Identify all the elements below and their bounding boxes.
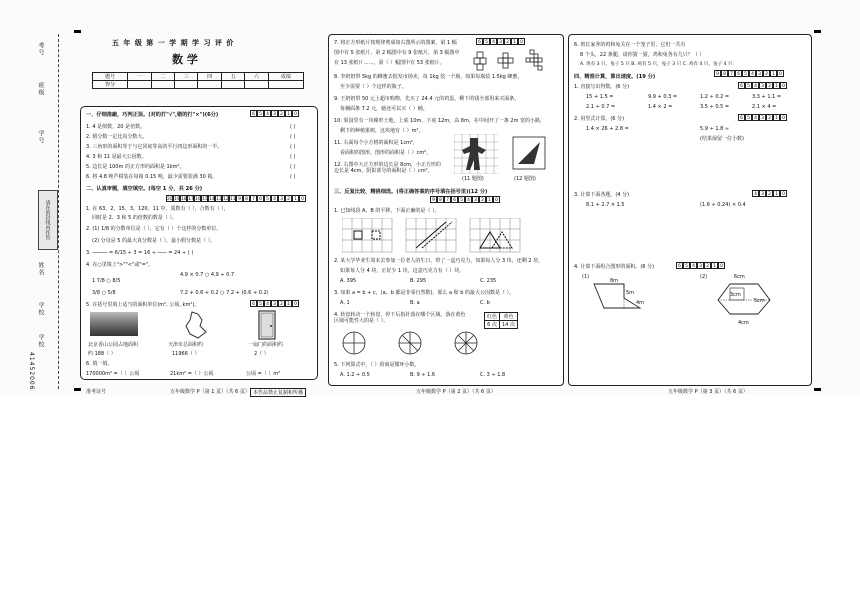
exam-title: 五 年 级 第 一 学 期 学 习 评 价 [112,39,235,47]
fill-item: 9. 王奶奶带 50 元上超市购物，先买了 24.4 元的鸡蛋，剩下的钱全部用来买面条， [334,96,520,102]
score-strip-long [166,195,306,202]
calc-item: 1.2 ÷ 0.2 = [700,94,730,100]
compare-item: 3/8 ○ 5/8 [92,290,116,296]
binding-label: 学号 [37,130,44,144]
binding-label: 学校 [37,302,44,316]
unit-conversion: 21km² =（ ）公顷 [170,371,214,377]
picture-caption: 北京香山公园占地面积 [88,342,139,348]
picture-value: 2（ ） [254,351,269,357]
picture-caption: 一扇门的面积约 [248,342,284,348]
score-header: 三 [175,73,198,81]
unit-conversion: 170000m² =（ ）公顷 [86,371,140,377]
score-mark[interactable]: 3 [472,196,479,203]
score-cell[interactable] [221,81,244,89]
seal-line [58,34,60,389]
score-mark[interactable]: 1 [511,38,518,45]
section-1-title: 一、仔细推敲，巧判正误。(对的打"√",错的打"×")(6分) [86,112,219,118]
fill-item: (2) 分母是 5 的最大真分数是（ ），最小假分数是（ ）。 [92,238,216,244]
score-mark[interactable]: 9 [430,196,437,203]
score-mark[interactable]: 4 [690,262,697,269]
score-mark[interactable]: 6 [676,262,683,269]
score-mark[interactable]: 5 [745,114,752,121]
section-3-title: 三、反复比较，精挑细选。(将正确答案的序号填在括号里)(12 分) [334,189,488,195]
shape-label: 5m [626,290,635,296]
score-mark[interactable]: 8 [721,70,728,77]
score-mark[interactable]: 5 [264,195,271,202]
binding-label: 班级 [37,82,44,96]
shape-label: 8m [610,278,619,284]
table-cell: 14 次 [500,321,518,329]
score-mark[interactable]: 3 [697,262,704,269]
unit-conversion: 公顷 =（ ）m² [246,371,281,377]
binding-label: 学校 [37,334,44,348]
score-mark[interactable]: 20 [167,197,173,202]
compare-item: 4.9 × 0.7 ○ 4.9 ÷ 0.7 [180,272,235,278]
score-mark[interactable]: 5 [257,300,264,307]
option[interactable]: B. a [410,300,420,306]
judge-item: 4. 3 和 11 是最大公因数。 [86,154,147,160]
figure-caption: (12 题图) [514,176,536,182]
calc-item: 1.4 × 2 = [648,104,673,110]
score-mark[interactable]: 16 [195,197,201,202]
answer-paren[interactable]: ( ) [290,144,296,150]
calc-title: 2. 用竖式计算。(6 分) [574,116,625,122]
score-mark[interactable]: 6 [451,196,458,203]
picture-caption: 天津市总面积约 [168,342,204,348]
score-mark[interactable]: 5 [458,196,465,203]
calc-item: 5.9 ÷ 1.8 ≈ [700,126,730,132]
score-cell[interactable] [128,81,151,89]
score-mark[interactable]: 2 [766,114,773,121]
calc-item: 9.9 + 0.3 = [648,94,678,100]
choice-item: A. 鸡有 3 只，兔子 5 只 B. 鸡有 5 只，兔子 3 只 C. 鸡有 4 只，兔子 4 只 [580,62,733,67]
fill-item: 看面积的图形，图形的面积是（ ）cm²。 [340,150,432,156]
option[interactable]: B. 295 [410,278,427,284]
footer-page: 五年级数学 P（第 1 页）（共 6 页） [170,389,250,395]
footer-page: 五年级数学 P（第 2 页）（共 6 页） [416,389,496,395]
choice-item: 8 个头，22 条腿，请你猜一猜，鸡和兔各有几只？（ ） [580,52,705,58]
translation-grids [342,218,522,254]
score-mark[interactable]: 4 [752,82,759,89]
option[interactable]: A. 1.2 ÷ 0.5 [340,372,370,378]
score-mark[interactable]: 4 [271,195,278,202]
answer-paren[interactable]: ( ) [290,134,296,140]
choice-item: 如果每人分 4 块，正好少 1 块，这盒巧克力有（ ）块。 [340,268,465,274]
score-mark[interactable]: 7 [250,195,257,202]
score-mark[interactable]: 1 [773,82,780,89]
shape-label: 6cm [734,274,745,280]
calc-item: 1.4 × 26 + 2.8 = [586,126,629,132]
shape-label: (1) [582,274,590,280]
fill-item: 1. 在 63、2、15、3、120、11 中，质数有（ ），合数有（ ）， [86,206,229,212]
fill-item: 8. 李奶奶带 5kg 的蜂蜜去批发市场卖，每 1kg 装一个瓶，如果每瓶装 1.5kg 蜂蜜， [334,74,523,80]
score-mark[interactable]: 13 [216,197,222,202]
score-mark[interactable]: 2 [766,82,773,89]
score-mark[interactable]: 0 [299,195,306,202]
score-mark[interactable]: 19 [174,197,180,202]
score-header: 五 [221,73,244,81]
score-mark[interactable]: 9 [236,195,243,202]
shaded-square-figure-12 [512,136,546,170]
score-mark[interactable]: 4 [749,70,756,77]
score-mark[interactable]: 2 [479,196,486,203]
tianjin-map-icon [182,310,210,340]
score-mark[interactable]: 1 [773,190,780,197]
score-mark[interactable]: 2 [278,110,285,117]
judge-item: 5. 边长是 100m 的正方形的面积是 1km²。 [86,164,185,170]
shape-label: (2) [700,274,708,280]
fill-item: 剩下的种植果树，这块地有（ ）m²。 [340,128,424,134]
score-mark[interactable]: 14 [209,197,215,202]
fill-item: 11. 右面每个小方格的面积是 1cm²， [334,140,418,146]
calc-item: (1.6 ÷ 0.24) × 0.4 [700,202,746,208]
score-mark[interactable]: 3 [756,70,763,77]
calc-item: 15 + 1.5 = [586,94,614,100]
score-mark[interactable]: 5 [742,70,749,77]
score-mark[interactable]: 0 [292,300,299,307]
option[interactable]: C. 235 [480,278,497,284]
seal-notice-box: 请在密封线内作答 [38,190,58,250]
score-header: 四 [198,73,221,81]
registration-mark [74,388,81,391]
color-count-table [484,312,518,329]
score-mark[interactable]: 4 [752,114,759,121]
choice-item: 4. 转盘转动一个转盘，停下后指针落在哪个区域，落在黄色区域可能性大的是（ ）。 [334,312,466,324]
score-mark[interactable]: 3 [759,190,766,197]
door-icon [256,310,278,340]
score-strip-six-c [476,38,525,45]
score-mark[interactable]: 12 [223,197,229,202]
score-mark[interactable]: 2 [504,38,511,45]
option[interactable]: B. 9 ÷ 1.6 [410,372,436,378]
spinner-icons [342,330,482,356]
score-mark[interactable]: 2 [763,70,770,77]
score-mark[interactable]: 17 [188,197,194,202]
score-mark[interactable]: 4 [465,196,472,203]
fill-item: 2. (1) 1/8 的分数单位是（ ），它有（ ）个这样的分数单位。 [86,226,222,232]
pattern-figures [470,48,558,74]
option[interactable]: A. 395 [340,278,357,284]
figure-caption: (11 题图) [462,176,484,182]
option[interactable]: A. 1 [340,300,350,306]
judge-item: 3. 三角形的面积等于与它同底等高的平行四边形面积的一半。 [86,144,223,150]
score-mark[interactable]: 7 [728,70,735,77]
fill-item: 每桶面条 7.2 元，她还可以买（ ）桶。 [340,106,428,112]
score-mark[interactable]: 4 [264,110,271,117]
score-header: 六 [245,73,268,81]
footer-page: 五年级数学 P（第 3 页）（共 6 页） [668,389,748,395]
score-mark[interactable]: 0 [777,70,784,77]
score-mark[interactable]: 6 [257,195,264,202]
fill-item: 7. 将正方形纸片按规律剪成如右图所示的图案，第 1 幅 [334,40,457,46]
score-mark[interactable]: 18 [181,197,187,202]
score-mark[interactable]: 4 [264,300,271,307]
score-mark[interactable]: 1 [292,195,299,202]
score-mark[interactable]: 3 [271,300,278,307]
score-mark[interactable]: 3 [497,38,504,45]
footer-examno: 准考证号 [86,389,107,395]
choice-item: 2. 某大学毕业生周末去参加一位老人的生日，带了一盒巧克力，如果每人分 3 块，还剩 2 块， [334,258,544,264]
score-strip-nine-b [714,70,784,77]
grid-figure-11 [454,134,498,174]
shape-label: 5cm [754,298,765,304]
shape-label: 3cm [730,292,741,298]
registration-mark [814,30,821,33]
choice-item: 1. 已知线段 A、B 的平移，下面正确的是（ ）。 [334,208,440,214]
score-strip-six [250,110,299,117]
score-mark[interactable]: 5 [683,262,690,269]
section-4-title: 四、精准计算，算出速度。(19 分) [574,74,656,80]
fill-item: 3. ───── = 6/15 ÷ 3 = 16 ÷ ─── = 24 ÷ ( ) [86,250,194,256]
score-mark[interactable]: 7 [444,196,451,203]
calc-title: 4. 计算下面组合图形的面积。(6 分) [574,264,655,270]
score-mark[interactable]: 0 [493,196,500,203]
picture-value: 11966（ ） [172,351,200,357]
registration-mark [814,388,821,391]
composite-shape-2 [714,280,774,320]
score-strip-six-d [738,82,787,89]
score-mark[interactable]: 4 [490,38,497,45]
score-mark[interactable]: 2 [278,300,285,307]
score-mark[interactable]: 9 [714,70,721,77]
score-header: 一 [128,73,151,81]
score-mark[interactable]: 0 [780,114,787,121]
choice-item: 5. 下列算式中，（ ）的商是循环小数。 [334,362,420,368]
choice-item: 3. 如果 a = b + c，(a、b 都是非零自然数)，那么 a 和 b 的最大公因数是（ ）。 [334,290,515,296]
score-mark[interactable]: 3 [271,110,278,117]
score-strip-four [752,190,787,197]
score-mark[interactable]: 1 [285,110,292,117]
score-header: 题号 [93,73,128,81]
binding-strip [30,34,70,389]
score-mark[interactable]: 6 [476,38,483,45]
score-mark[interactable]: 4 [752,190,759,197]
fill-item: 12. 右图中大正方形的边长是 8cm，小正方形的边长是 4cm，阴影部分的面积是（ ）cm²。 [334,162,441,174]
score-mark[interactable]: 5 [257,110,264,117]
mountain-photo [90,312,138,336]
judge-item: 6. 将 4.8 吨芦柑装在每箱 0.15 吨，最少需要装满 30 箱。 [86,174,218,180]
score-strip-six-f [676,262,725,269]
compare-item: 1 7/8 ○ 8/5 [92,278,121,284]
copyright-notice: 本作品禁止复制和传播 [250,388,306,397]
calc-title: 1. 直接写出得数。(6 分) [574,84,630,90]
score-strip-six-e [738,114,787,121]
score-mark[interactable]: 5 [483,38,490,45]
score-mark[interactable]: 3 [278,195,285,202]
score-cell[interactable] [198,81,221,89]
picture-value: 约 188（ ） [88,351,116,357]
judge-item: 2. 假分数一定比真分数大。 [86,134,148,140]
score-mark[interactable]: 1 [285,300,292,307]
score-mark[interactable]: 0 [292,110,299,117]
option[interactable]: C. 3 ÷ 1.8 [480,372,506,378]
score-mark[interactable]: 0 [780,82,787,89]
score-strip-six-b [250,300,299,307]
fill-item: 图中有 5 张纸片，第 2 幅图中有 9 张纸片，第 3 幅图中 [334,50,460,56]
barcode-number: 41452006 [28,352,35,391]
fill-item: 5. 在括号里填上适当的面积单位(m², 公顷, km²)。 [86,302,200,308]
score-mark[interactable]: 0 [780,190,787,197]
score-mark[interactable]: 6 [738,114,745,121]
score-mark[interactable]: 2 [285,195,292,202]
calc-title: 3. 计算下面各题。(4 分) [574,192,630,198]
score-header: 成绩 [268,73,303,81]
option[interactable]: C. b [480,300,490,306]
score-mark[interactable]: 3 [759,114,766,121]
score-mark[interactable]: 0 [518,38,525,45]
score-mark[interactable]: 15 [202,197,208,202]
score-mark[interactable]: 8 [243,195,250,202]
compare-item: 7.2 + 0.6 + 0.2 ○ 7.2 + (0.6 + 0.2) [180,290,269,296]
table-header: 黄色 [500,313,518,321]
fill-item: 10. 果园里有一块梯形土地，上底 10m，下底 12m，高 8m，在中间开了一条 2m 宽的小路， [334,118,546,124]
score-table [92,72,304,89]
score-mark[interactable]: 1 [770,70,777,77]
score-mark[interactable]: 3 [759,82,766,89]
subject-title: 数 学 [172,53,198,66]
calc-item: 2.1 × 4 = [752,104,777,110]
fill-item: 同时是 2、3 和 5 的倍数的数是（ ）。 [92,215,177,221]
score-cell[interactable] [151,81,174,89]
answer-paren[interactable]: ( ) [290,154,296,160]
choice-item: 6. 班长家养的鸡和兔关在一个笼子里，它们一共有 [574,42,686,48]
score-mark[interactable]: 11 [230,197,236,202]
score-mark[interactable]: 2 [766,190,773,197]
binding-label: 考号 [37,42,44,56]
score-mark[interactable]: 1 [711,262,718,269]
answer-paren[interactable]: ( ) [290,164,296,170]
score-strip-nine [430,196,500,203]
score-mark[interactable]: 6 [735,70,742,77]
section-2-title: 二、认真审题，填空填空。(每空 1 分，共 26 分) [86,186,203,192]
fill-item: 6. 填一填。 [86,361,113,367]
shape-label: 4m [636,300,645,306]
fill-item: 至少需要（ ）个这样的瓶子。 [340,84,407,90]
score-mark[interactable]: 6 [250,300,257,307]
calc-item: 8.1 + 2.7 × 1.5 [586,202,625,208]
score-cell[interactable] [268,81,303,89]
score-cell[interactable] [175,81,198,89]
table-cell: 6 次 [485,321,500,329]
table-header: 红色 [485,313,500,321]
calc-item: 2.1 ÷ 0.7 = [586,104,616,110]
composite-shape-1 [590,280,650,316]
fill-item: 4. 在○里填上">""<"或"="。 [86,262,154,268]
calc-item: 3.3 + 1.1 = [752,94,782,100]
calc-note: (结果保留一位小数) [700,136,744,142]
score-row-label: 得分 [93,81,128,89]
score-header: 二 [151,73,174,81]
score-mark[interactable]: 6 [250,110,257,117]
calc-item: 3.5 ÷ 0.5 = [700,104,730,110]
score-cell[interactable] [245,81,268,89]
binding-label: 姓名 [37,262,44,276]
answer-paren[interactable]: ( ) [290,124,296,130]
score-mark[interactable]: 5 [745,82,752,89]
score-mark[interactable]: 2 [704,262,711,269]
score-mark[interactable]: 0 [718,262,725,269]
score-mark[interactable]: 6 [738,82,745,89]
judge-item: 1. 4 是倒数，20 是倍数。 [86,124,146,130]
registration-mark [74,30,81,33]
score-mark[interactable]: 1 [773,114,780,121]
answer-paren[interactable]: ( ) [290,174,296,180]
score-mark[interactable]: 1 [486,196,493,203]
score-mark[interactable]: 8 [437,196,444,203]
fill-item: 有 13 张纸片……，第（ ）幅图中有 53 张纸片。 [334,60,445,66]
shape-label: 4cm [738,320,749,326]
